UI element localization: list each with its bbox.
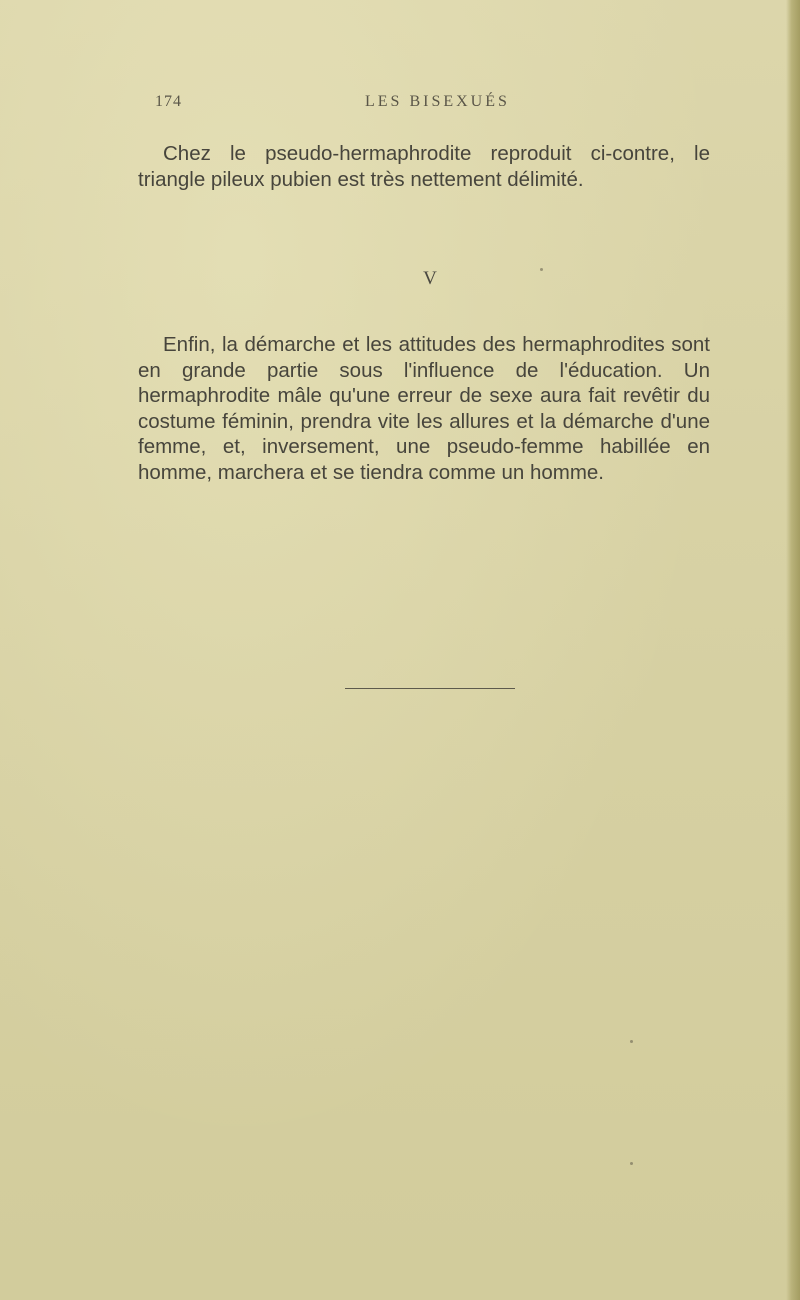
paragraph-1: Chez le pseudo-hermaphrodite reproduit ci-contre, le triangle pileux pubien est très nettement délimité. — [138, 142, 710, 191]
page-number: 174 — [155, 93, 182, 110]
page-edge-shadow — [786, 0, 800, 1300]
paper-speck — [630, 1040, 633, 1043]
running-head: LES BISEXUÉS — [365, 93, 510, 110]
paper-speck — [540, 268, 543, 271]
paper-speck — [630, 1162, 633, 1165]
paragraph-2: Enfin, la démarche et les attitudes des hermaphrodites sont en grande partie sous l'influence de l'éducation. Un hermaphrodite mâle qu'une erreur de sexe aura fait revêtir du costume féminin, prendra vite les allures et la démarche d'une femme, et, inversement, une pseudo-femme habillée en homme, marchera et se tiendra comme un homme. — [138, 333, 710, 484]
section-numeral: V — [423, 268, 437, 289]
end-rule — [345, 688, 515, 689]
page-header — [145, 93, 705, 119]
